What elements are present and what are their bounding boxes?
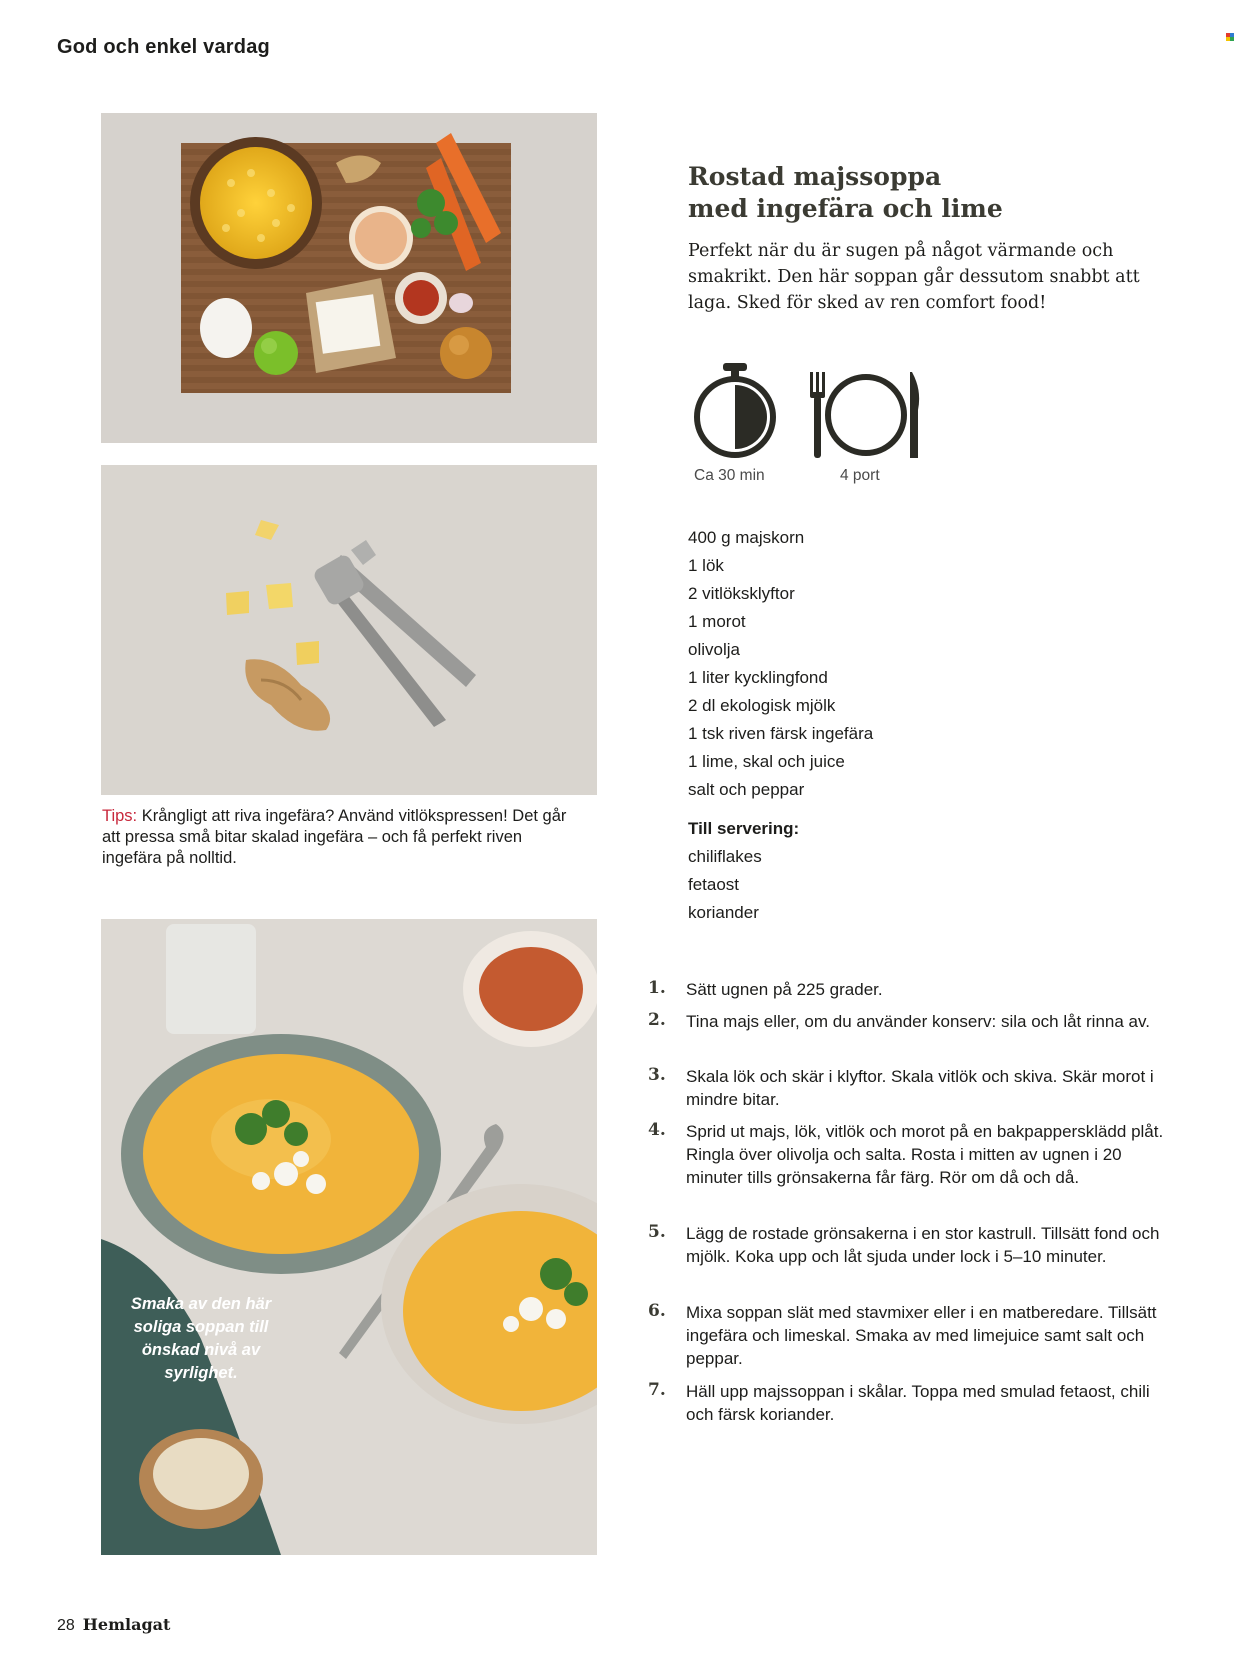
stopwatch-icon bbox=[690, 363, 780, 459]
ingredient-list bbox=[688, 524, 873, 804]
plate-cutlery-icon bbox=[806, 370, 926, 460]
serving-item: chiliflakes bbox=[688, 847, 762, 866]
serving-list bbox=[688, 843, 762, 927]
section-title: God och enkel vardag bbox=[57, 36, 270, 58]
step-number: 1. bbox=[648, 978, 666, 998]
tips-text bbox=[102, 806, 572, 869]
ingredient-item: 1 liter kycklingfond bbox=[688, 668, 828, 687]
color-mark-icon bbox=[1226, 33, 1234, 41]
step-text: Lägg de rostade grönsakerna i en stor kastrull. Tillsätt fond och mjölk. Koka upp och låt sjuda under lock i 5–10 minuter. bbox=[686, 1224, 1160, 1266]
recipe-title bbox=[688, 161, 1128, 225]
step-text: Tina majs eller, om du använder konserv: sila och låt rinna av. bbox=[686, 1012, 1150, 1031]
ingredient-item: 1 tsk riven färsk ingefära bbox=[688, 724, 874, 743]
garlic-press-photo bbox=[101, 465, 597, 795]
recipe-intro: Perfekt när du är sugen på något värmande och smakrikt. Den här soppan går dessutom snabbt att laga. Sked för sked av ren comfort food! bbox=[688, 241, 1140, 313]
serving-heading: Till servering: bbox=[688, 819, 800, 838]
step-text: Sprid ut majs, lök, vitlök och morot på en bakpappersklädd plåt. Ringla över olivolja och salta. Rosta i mitten av ugnen i 20 minuter tills grönsakerna får färg. Rör om då och då. bbox=[686, 1122, 1164, 1187]
step-number: 5. bbox=[648, 1222, 666, 1242]
step-text: Häll upp majssoppan i skålar. Toppa med smulad fetaost, chili och färsk koriander. bbox=[686, 1382, 1150, 1424]
serving-item: fetaost bbox=[688, 875, 740, 894]
recipe-title-line2: med ingefära och lime bbox=[688, 194, 1003, 223]
step-text: Mixa soppan slät med stavmixer eller i en matberedare. Tillsätt ingefära och limeskal. Smaka av med limejuice samt salt och peppar. bbox=[686, 1303, 1157, 1368]
step-text: Skala lök och skär i klyftor. Skala vitlök och skiva. Skär morot i mindre bitar. bbox=[686, 1067, 1154, 1109]
portions-label: 4 port bbox=[840, 467, 880, 484]
ingredient-item: olivolja bbox=[688, 640, 740, 659]
step-number: 2. bbox=[648, 1010, 666, 1030]
photo-caption: Smaka av den här soliga soppan till önskad nivå av syrlighet. bbox=[130, 1295, 272, 1382]
step-text: Sätt ugnen på 225 grader. bbox=[686, 980, 883, 999]
serving-item: koriander bbox=[688, 903, 759, 922]
ingredient-item: 1 lök bbox=[688, 556, 724, 575]
tips-label: Tips: bbox=[102, 807, 138, 825]
ingredient-item: salt och peppar bbox=[688, 780, 805, 799]
step-number: 7. bbox=[648, 1380, 666, 1400]
footer bbox=[57, 1615, 170, 1635]
step-number: 4. bbox=[648, 1120, 666, 1140]
recipe-title-line1: Rostad majssoppa bbox=[688, 162, 942, 191]
step-number: 3. bbox=[648, 1065, 666, 1085]
ingredient-item: 1 morot bbox=[688, 612, 746, 631]
page-number: 28 bbox=[57, 1617, 75, 1634]
soup-photo bbox=[101, 919, 597, 1555]
ingredient-item: 1 lime, skal och juice bbox=[688, 752, 845, 771]
ingredient-item: 400 g majskorn bbox=[688, 528, 805, 547]
magazine-name: Hemlagat bbox=[82, 1615, 171, 1634]
step-number: 6. bbox=[648, 1301, 666, 1321]
tips-body: Krångligt att riva ingefära? Använd vitlökspressen! Det går att pressa små bitar skalad ingefära – och få perfekt riven ingefära på nolltid. bbox=[102, 807, 567, 867]
ingredient-item: 2 dl ekologisk mjölk bbox=[688, 696, 836, 715]
ingredient-item: 2 vitlöksklyftor bbox=[688, 584, 795, 603]
time-label: Ca 30 min bbox=[694, 467, 765, 484]
ingredients-photo bbox=[101, 113, 597, 443]
